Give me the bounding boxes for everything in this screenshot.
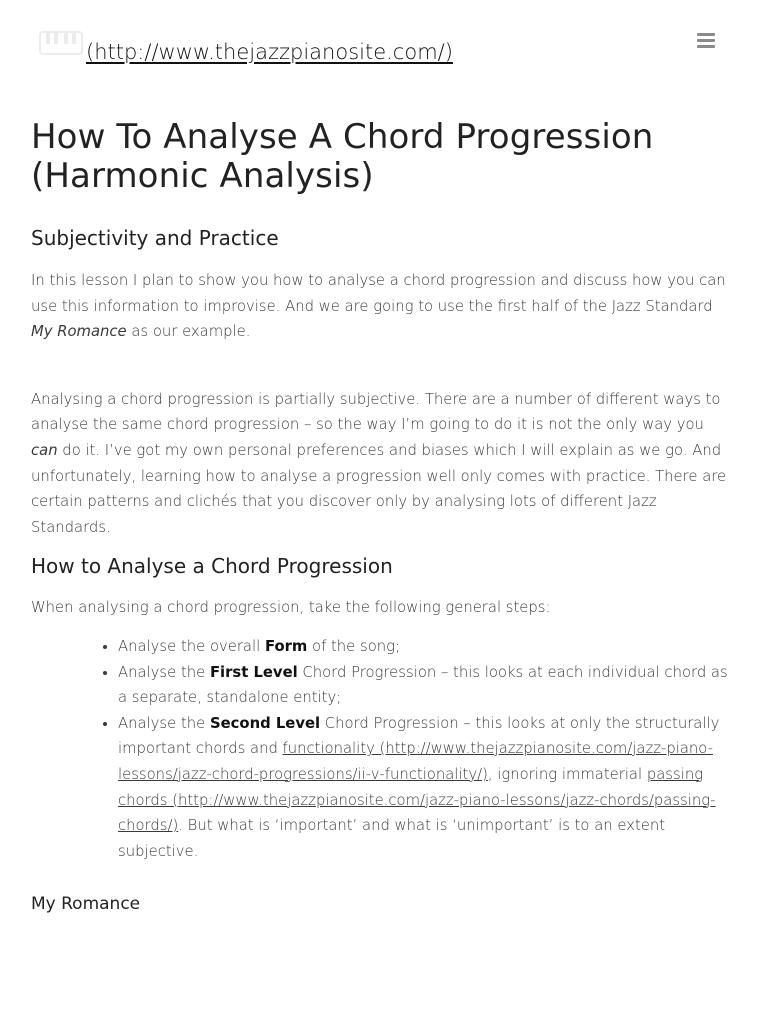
- section-heading-how-to-analyse: How to Analyse a Chord Progression: [31, 554, 393, 579]
- section-heading-my-romance: My Romance: [31, 894, 141, 915]
- list-item: • Analyse the overall Form of the song;: [118, 634, 731, 660]
- list-item: • Analyse the Second Level Chord Progression – this looks at only the structurally important chords and functionality (http://www.thejazzpianosite.com/jazz-piano-lessons/jazz-chord-progressions/ii-v-functionality/), ignoring immaterial passing chords (http://www.thejazzpianosite.com/jazz-piano-lessons/jazz-chords/passing-chords/). But what is ‘important’ and what is ‘unimportant’ is to an extent subjective.: [118, 711, 731, 865]
- section-heading-subjectivity: Subjectivity and Practice: [31, 226, 279, 250]
- intro-paragraph: In this lesson I plan to show you how to analyse a chord progression and discuss how you can use this information to improvise. And we are going to use the first half of the Jazz Standard My Romance as our example.: [31, 272, 726, 341]
- steps-list: [31, 634, 731, 864]
- site-header: [0, 0, 768, 90]
- passing-chords-link[interactable]: passing chords (http://www.thejazzpianosite.com/jazz-piano-lessons/jazz-chords/passing-chords/): [118, 765, 716, 835]
- functionality-link[interactable]: functionality (http://www.thejazzpianosite.com/jazz-piano-lessons/jazz-chord-progressions/ii-v-functionality/): [118, 740, 713, 783]
- can-emphasis: can: [31, 441, 58, 459]
- hamburger-menu-icon[interactable]: [697, 33, 715, 49]
- page-title: How To Analyse A Chord Progression (Harmonic Analysis): [31, 117, 654, 196]
- piano-logo-icon[interactable]: [38, 22, 84, 62]
- site-home-link[interactable]: (http://www.thejazzpianosite.com/): [86, 40, 453, 64]
- song-title-emphasis: My Romance: [31, 323, 127, 341]
- article-content: [31, 118, 731, 914]
- analysing-paragraph: Analysing a chord progression is partially subjective. There are a number of different ways to analyse the same chord progression – so the way I’m going to do it is not the only way you can do it. I’ve got my own personal preferences and biases which I will explain as we go. And unfortunately, learning how to analyse a progression well only comes with practice. There are certain patterns and clichés that you discover only by analysing lots of different Jazz Standards.: [31, 390, 727, 536]
- list-item: • Analyse the First Level Chord Progression – this looks at each individual chord as a separate, standalone entity;: [118, 660, 731, 711]
- steps-intro-paragraph: When analysing a chord progression, take the following general steps:: [31, 599, 551, 617]
